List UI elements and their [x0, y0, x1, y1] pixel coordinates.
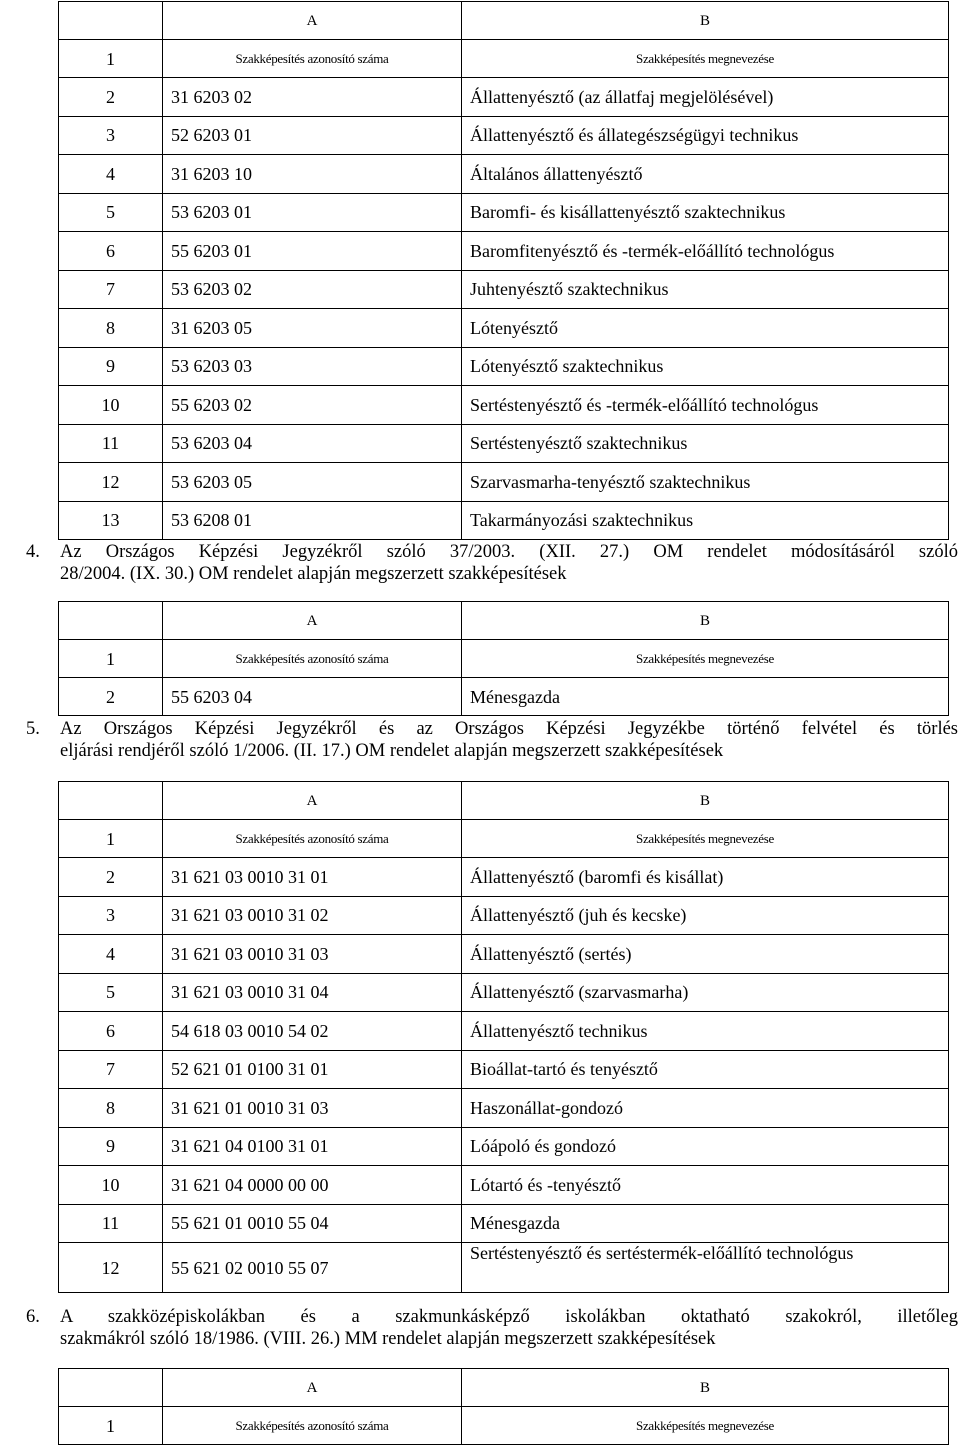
qualification-code: 53 6203 03 [163, 347, 462, 386]
section-title-line-2: eljárási rendjéről szóló 1/2006. (II. 17.) OM rendelet alapján megszerzett szakképesítések [60, 741, 724, 761]
table-row [59, 1243, 949, 1293]
table-row [59, 116, 949, 155]
qualification-name: Állattenyésztő és állategészségügyi technikus [462, 116, 949, 155]
qualifications-table-1 [58, 1, 949, 540]
section-title-line-1: Az Országos Képzési Jegyzékről és az Országos Képzési Jegyzékbe történő felvétel és törlés [60, 719, 958, 739]
qualification-name: Lótenyésztő szaktechnikus [462, 347, 949, 386]
table-corner-cell [59, 782, 163, 820]
qualification-name: Szarvasmarha-tenyésztő szaktechnikus [462, 463, 949, 502]
table-row [59, 1089, 949, 1128]
row-number: 2 [59, 858, 163, 897]
row-number: 1 [59, 820, 163, 858]
row-number: 3 [59, 896, 163, 935]
qualification-code: 55 621 02 0010 55 07 [163, 1243, 462, 1293]
table-row [59, 678, 949, 716]
qualification-name: Sertéstenyésztő és -termék-előállító technológus [462, 386, 949, 425]
qualification-code: 55 6203 01 [163, 232, 462, 271]
section-heading-4 [26, 541, 958, 585]
qualification-code: 31 6203 05 [163, 309, 462, 348]
table-row [59, 501, 949, 540]
qualification-code: 31 621 03 0010 31 04 [163, 973, 462, 1012]
column-a-label: A [163, 782, 462, 820]
table-row [59, 1166, 949, 1205]
section-title-line-1: A szakközépiskolákban és a szakmunkásképző iskolákban oktatható szakokról, illetőleg [60, 1307, 958, 1327]
table-row [59, 424, 949, 463]
row-number: 12 [59, 463, 163, 502]
qualification-name: Bioállat-tartó és tenyésztő [462, 1050, 949, 1089]
qualification-name: Baromfi- és kisállattenyésztő szaktechnikus [462, 193, 949, 232]
qualification-code: 31 621 04 0100 31 01 [163, 1127, 462, 1166]
qualification-code: 31 621 03 0010 31 01 [163, 858, 462, 897]
section-title-line-1: Az Országos Képzési Jegyzékről szóló 37/2003. (XII. 27.) OM rendelet módosításáról szóló [60, 542, 958, 562]
table-2-body [59, 678, 949, 716]
table-row [59, 1204, 949, 1243]
qualification-code: 53 6203 01 [163, 193, 462, 232]
name-column-header: Szakképesítés megnevezése [462, 40, 949, 78]
qualification-name: Állattenyésztő (szarvasmarha) [462, 973, 949, 1012]
column-b-label: B [462, 2, 949, 40]
table-row [59, 896, 949, 935]
qualification-code: 54 618 03 0010 54 02 [163, 1012, 462, 1051]
table-row [59, 973, 949, 1012]
qualification-name: Állattenyésztő technikus [462, 1012, 949, 1051]
qualification-code: 55 621 01 0010 55 04 [163, 1204, 462, 1243]
table-corner-cell [59, 2, 163, 40]
qualification-code: 31 621 04 0000 00 00 [163, 1166, 462, 1205]
row-number: 6 [59, 1012, 163, 1051]
column-b-label: B [462, 602, 949, 640]
row-number: 10 [59, 1166, 163, 1205]
code-column-header: Szakképesítés azonosító száma [163, 40, 462, 78]
qualifications-table-4 [58, 1368, 949, 1445]
qualification-code: 53 6203 04 [163, 424, 462, 463]
qualification-name: Sertéstenyésztő és sertéstermék-előállító technológus [462, 1243, 949, 1293]
table-corner-cell [59, 602, 163, 640]
row-number: 2 [59, 678, 163, 716]
qualification-code: 31 6203 10 [163, 155, 462, 194]
section-title-line-2: 28/2004. (IX. 30.) OM rendelet alapján megszerzett szakképesítések [60, 564, 567, 584]
qualification-code: 52 6203 01 [163, 116, 462, 155]
qualification-name: Állattenyésztő (juh és kecske) [462, 896, 949, 935]
qualification-code: 55 6203 04 [163, 678, 462, 716]
qualification-name: Lótartó és -tenyésztő [462, 1166, 949, 1205]
row-number: 1 [59, 40, 163, 78]
row-number: 4 [59, 935, 163, 974]
code-column-header: Szakképesítés azonosító száma [163, 820, 462, 858]
row-number: 11 [59, 424, 163, 463]
qualifications-table-3 [58, 781, 949, 1293]
code-column-header: Szakképesítés azonosító száma [163, 1407, 462, 1445]
qualification-code: 53 6203 05 [163, 463, 462, 502]
section-title-line-2: szakmákról szóló 18/1986. (VIII. 26.) MM rendelet alapján megszerzett szakképesítések [60, 1329, 716, 1349]
table-row [59, 78, 949, 117]
qualification-code: 55 6203 02 [163, 386, 462, 425]
column-a-label: A [163, 602, 462, 640]
table-row [59, 463, 949, 502]
column-b-label: B [462, 782, 949, 820]
qualification-name: Takarmányozási szaktechnikus [462, 501, 949, 540]
qualification-name: Lótenyésztő [462, 309, 949, 348]
qualifications-table-2 [58, 601, 949, 716]
qualification-code: 31 621 03 0010 31 02 [163, 896, 462, 935]
table-row [59, 858, 949, 897]
table-row [59, 1012, 949, 1051]
table-row [59, 347, 949, 386]
section-number: 6. [26, 1307, 40, 1327]
row-number: 6 [59, 232, 163, 271]
row-number: 9 [59, 1127, 163, 1166]
row-number: 5 [59, 973, 163, 1012]
row-number: 1 [59, 1407, 163, 1445]
row-number: 1 [59, 640, 163, 678]
row-number: 10 [59, 386, 163, 425]
qualification-name: Lóápoló és gondozó [462, 1127, 949, 1166]
qualification-code: 52 621 01 0100 31 01 [163, 1050, 462, 1089]
name-column-header: Szakképesítés megnevezése [462, 820, 949, 858]
qualification-name: Állattenyésztő (az állatfaj megjelölésével) [462, 78, 949, 117]
table-row [59, 386, 949, 425]
row-number: 8 [59, 1089, 163, 1128]
table-row [59, 309, 949, 348]
qualification-name: Ménesgazda [462, 678, 949, 716]
row-number: 12 [59, 1243, 163, 1293]
table-row [59, 1127, 949, 1166]
qualification-name: Sertéstenyésztő szaktechnikus [462, 424, 949, 463]
table-row [59, 232, 949, 271]
row-number: 11 [59, 1204, 163, 1243]
row-number: 4 [59, 155, 163, 194]
qualification-name: Haszonállat-gondozó [462, 1089, 949, 1128]
column-a-label: A [163, 1369, 462, 1407]
qualification-code: 31 6203 02 [163, 78, 462, 117]
column-a-label: A [163, 2, 462, 40]
section-number: 5. [26, 719, 40, 739]
column-b-label: B [462, 1369, 949, 1407]
table-row [59, 155, 949, 194]
row-number: 5 [59, 193, 163, 232]
row-number: 2 [59, 78, 163, 117]
name-column-header: Szakképesítés megnevezése [462, 1407, 949, 1445]
table-row [59, 193, 949, 232]
code-column-header: Szakképesítés azonosító száma [163, 640, 462, 678]
qualification-name: Ménesgazda [462, 1204, 949, 1243]
qualification-name: Juhtenyésztő szaktechnikus [462, 270, 949, 309]
name-column-header: Szakképesítés megnevezése [462, 640, 949, 678]
table-row [59, 935, 949, 974]
table-row [59, 1050, 949, 1089]
qualification-name: Baromfitenyésztő és -termék-előállító technológus [462, 232, 949, 271]
section-heading-5 [26, 718, 958, 762]
qualification-code: 53 6203 02 [163, 270, 462, 309]
section-number: 4. [26, 542, 40, 562]
row-number: 13 [59, 501, 163, 540]
row-number: 7 [59, 270, 163, 309]
qualification-name: Állattenyésztő (baromfi és kisállat) [462, 858, 949, 897]
table-1-body [59, 78, 949, 540]
table-3-body [59, 858, 949, 1293]
row-number: 9 [59, 347, 163, 386]
qualification-name: Általános állattenyésztő [462, 155, 949, 194]
row-number: 3 [59, 116, 163, 155]
qualification-name: Állattenyésztő (sertés) [462, 935, 949, 974]
table-corner-cell [59, 1369, 163, 1407]
table-row [59, 270, 949, 309]
row-number: 7 [59, 1050, 163, 1089]
section-heading-6 [26, 1306, 958, 1350]
qualification-code: 53 6208 01 [163, 501, 462, 540]
row-number: 8 [59, 309, 163, 348]
qualification-code: 31 621 01 0010 31 03 [163, 1089, 462, 1128]
qualification-code: 31 621 03 0010 31 03 [163, 935, 462, 974]
